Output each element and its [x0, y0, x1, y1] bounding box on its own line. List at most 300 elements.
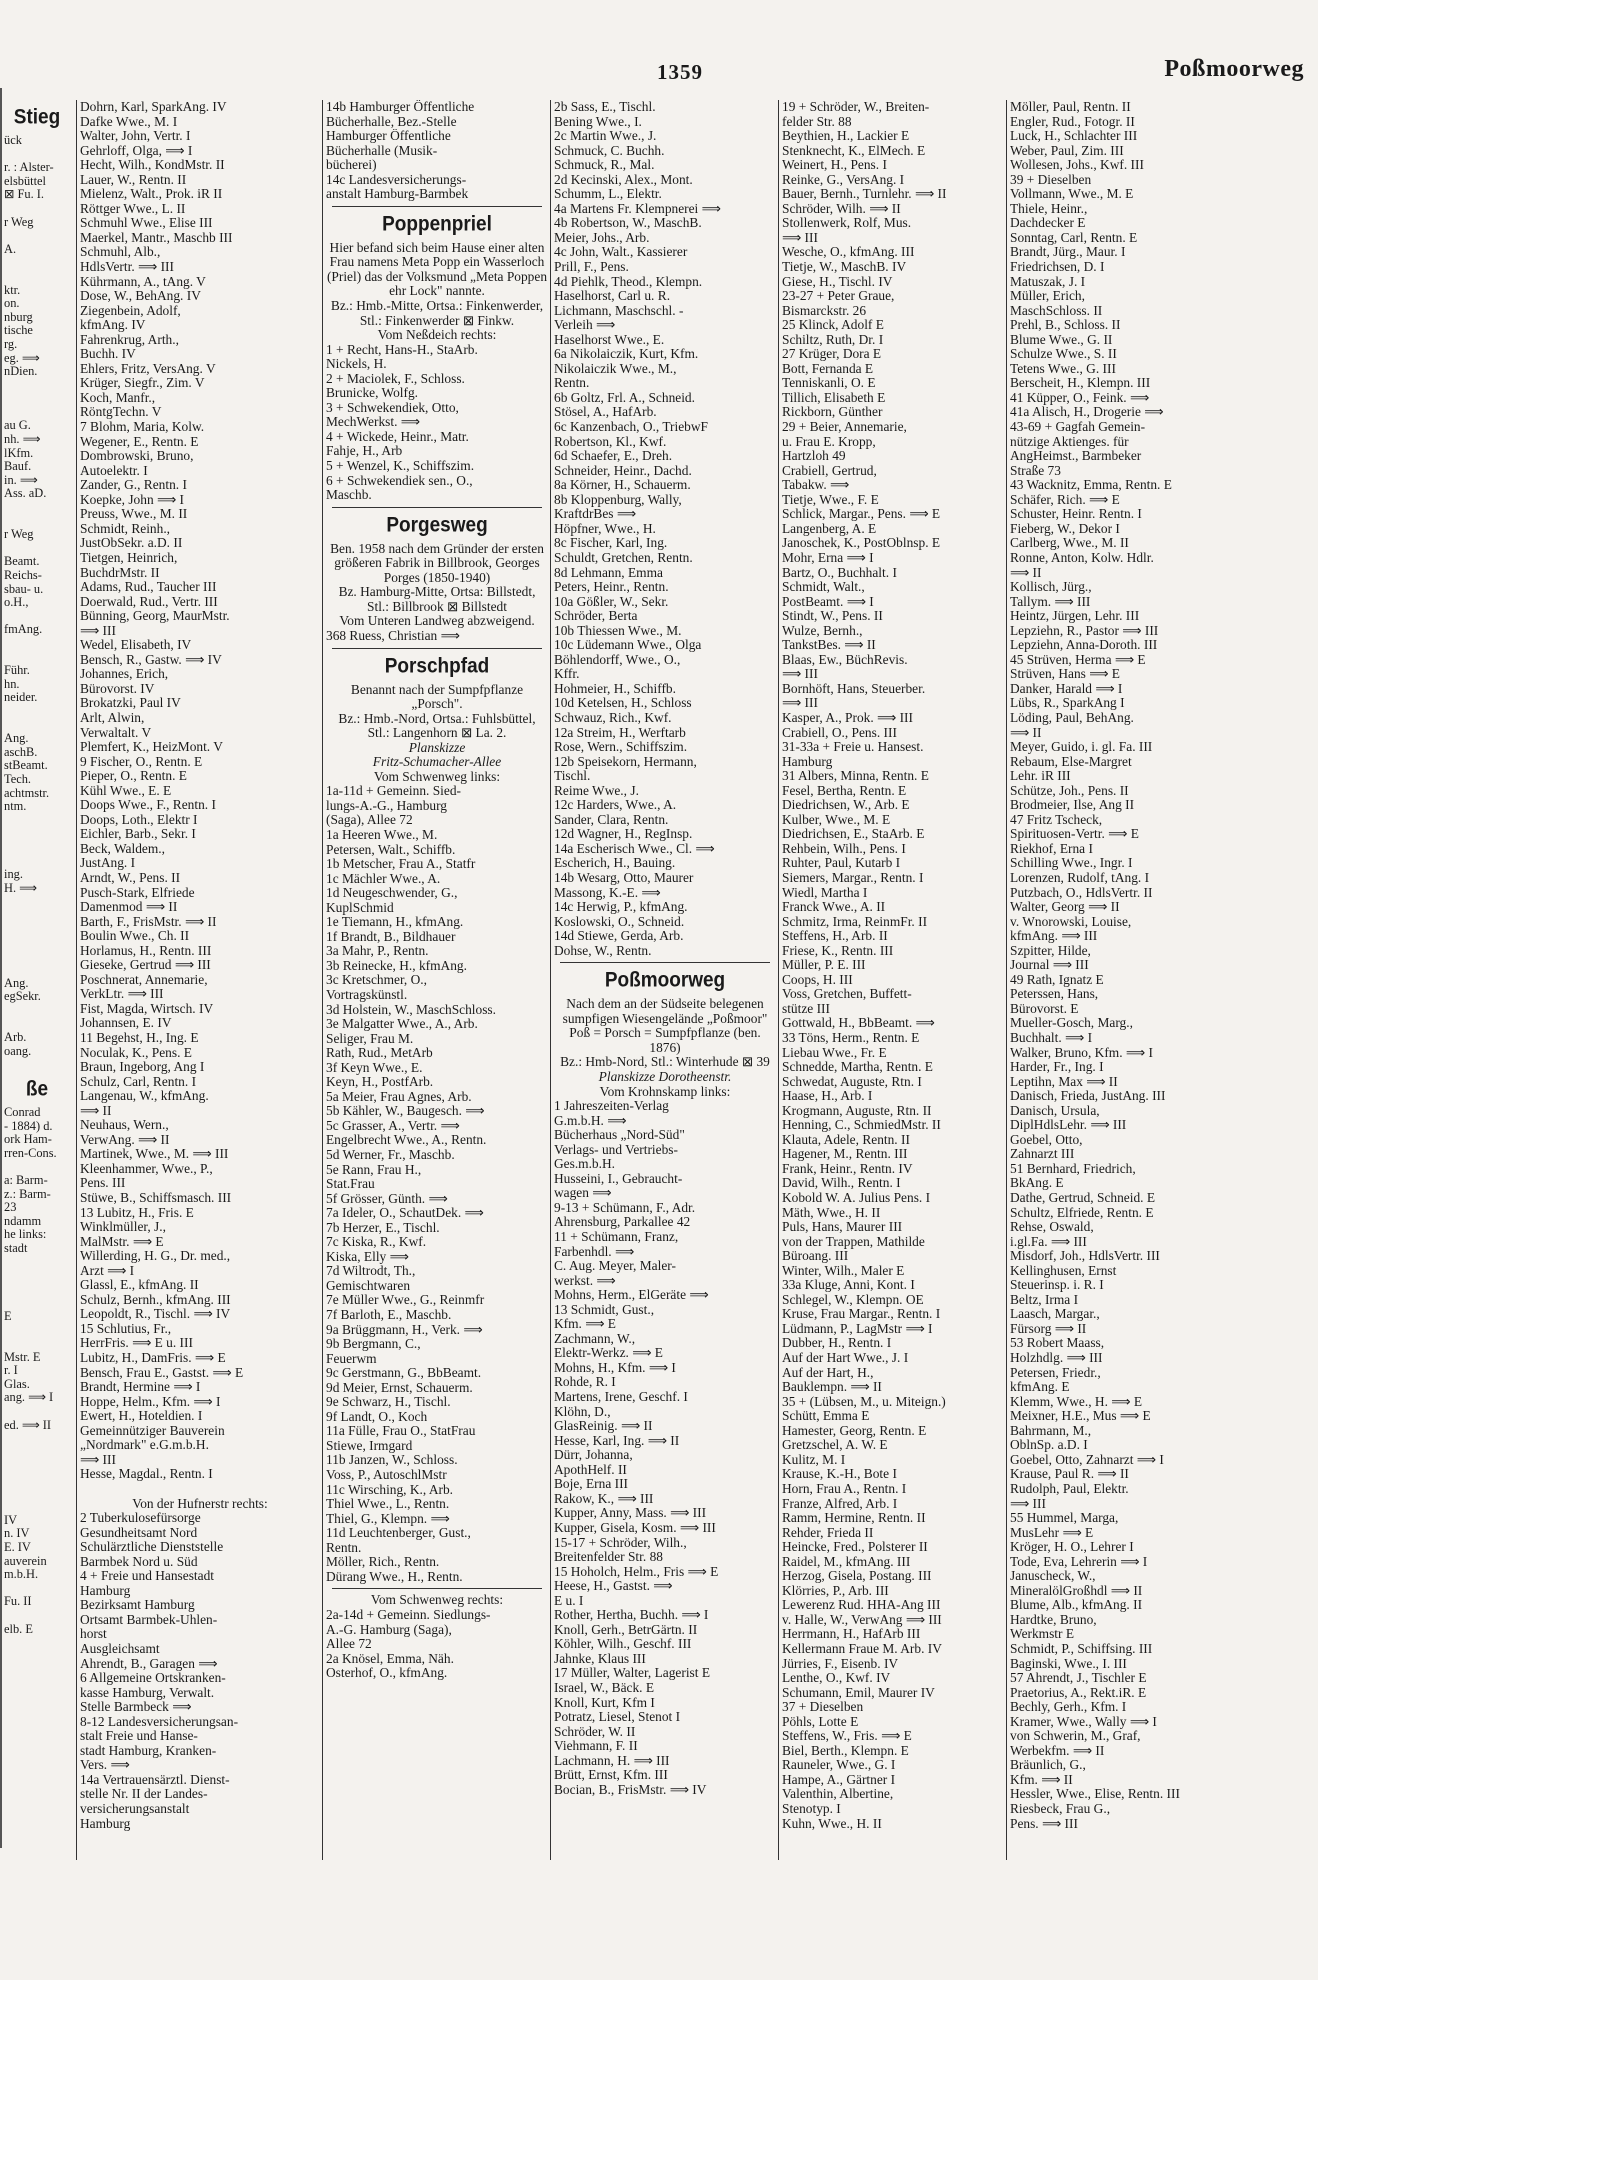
resident-entry: Stenknecht, K., ElMech. E [782, 143, 926, 158]
resident-entry: - 1884) d. [4, 1119, 53, 1133]
resident-entry: Hesse, Magdal., Rentn. I [80, 1467, 213, 1482]
resident-entry: sbau- u. [4, 582, 44, 596]
resident-entry: 8a Körner, H., Schauerm. [554, 478, 691, 493]
resident-entry: Beltz, Irma I [1010, 1292, 1079, 1307]
resident-entry: Hardtke, Bruno, [1010, 1612, 1097, 1627]
resident-entry: Bornhöft, Hans, Steuerber. [782, 681, 926, 696]
resident-entry: Böhlendorff, Wwe., O., [554, 652, 681, 667]
blank-line [4, 1296, 70, 1310]
street-subnote: Fritz-Schumacher-Allee [372, 754, 502, 770]
resident-entry: Langenberg, A. E [782, 521, 877, 536]
resident-entry: Crabiell, O., Pens. III [782, 725, 897, 740]
resident-entry: Wollesen, Johs., Kwf. III [1010, 158, 1144, 173]
resident-entry: Möller, Rich., Rentn. [326, 1555, 440, 1570]
resident-entry: Bott, Fernanda E [782, 361, 874, 376]
resident-entry: Beck, Waldem., [80, 841, 165, 856]
resident-entry: ⟹ III [782, 230, 818, 245]
resident-entry: Tetens Wwe., G. III [1010, 361, 1116, 376]
resident-entry: Verlags- und Vertriebs- [554, 1142, 678, 1157]
resident-entry: 12d Wagner, H., RegInsp. [554, 827, 693, 842]
resident-entry: Allee 72 [326, 1637, 372, 1652]
direction-note: Von der Hufnerstr rechts: [132, 1496, 268, 1511]
resident-entry: Bräunlich, G., [1010, 1758, 1086, 1773]
resident-entry: Friedrichsen, D. I [1010, 260, 1105, 275]
street-description: Bz.: Hmb-Nord, Stl.: Winterhude ⊠ 39 [560, 1054, 770, 1070]
resident-entry: ⟹ III [1010, 1496, 1046, 1511]
resident-entry: 4c John, Walt., Kassierer [554, 245, 688, 260]
resident-entry: Blume Wwe., G. II [1010, 332, 1113, 347]
resident-entry: Knoll, Kurt, Kfm I [554, 1695, 655, 1710]
resident-entry: Husseini, I., Gebraucht- [554, 1171, 683, 1186]
resident-entry: Langenau, W., kfmAng. [80, 1089, 209, 1104]
resident-entry: A. [4, 242, 17, 256]
resident-entry: MusLehr ⟹ E [1010, 1525, 1094, 1540]
resident-entry: 14d Stiewe, Gerda, Arb. [554, 929, 684, 944]
resident-entry: 4 + Freie und Hansestadt [80, 1569, 214, 1584]
resident-entry: von Schwerin, M., Graf, [1010, 1729, 1141, 1744]
resident-entry: aschB. [4, 745, 38, 759]
resident-entry: JustObSekr. a.D. II [80, 536, 183, 551]
resident-entry: Boulin Wwe., Ch. II [80, 929, 190, 944]
resident-entry: Reinke, G., VersAng. I [782, 172, 905, 187]
resident-entry: Vortragskünstl. [326, 987, 408, 1002]
resident-entry: ⟹ II [80, 1103, 112, 1118]
resident-entry: Dürr, Johanna, [554, 1448, 633, 1463]
resident-entry: 2d Kecinski, Alex., Mont. [554, 172, 693, 187]
resident-entry: Prill, F., Pens. [554, 260, 629, 275]
resident-entry: Lewerenz Rud. HHA-Ang III [782, 1598, 941, 1613]
resident-entry: Liebau Wwe., Fr. E [782, 1045, 887, 1060]
resident-entry: u. Frau E. Kropp, [782, 434, 876, 449]
resident-entry: Fahrenkrug, Arth., [80, 332, 179, 347]
resident-entry: Ang. [4, 976, 29, 990]
resident-entry: Schmidt, P., Schiffsing. III [1010, 1641, 1153, 1656]
resident-entry: 23 [4, 1201, 17, 1215]
direction-note: Vom Neßdeich rechts: [377, 328, 497, 343]
section-divider [332, 648, 542, 649]
blank-line [4, 202, 70, 216]
resident-entry: Kulitz, M. I [782, 1452, 846, 1467]
resident-entry: 5f Grösser, Günth. ⟹ [326, 1191, 448, 1206]
blank-line [80, 1482, 320, 1497]
resident-entry: Tallym. ⟹ III [1010, 594, 1091, 609]
resident-entry: a: Barm- [4, 1173, 48, 1187]
resident-entry: Tode, Eva, Lehrerin ⟹ I [1010, 1554, 1148, 1569]
resident-entry: 11 + Schümann, Franz, [554, 1230, 679, 1245]
resident-entry: Schröder, Berta [554, 609, 638, 624]
street-heading: Poppenpriel [382, 212, 492, 236]
resident-entry: Pusch-Stark, Elfriede [80, 885, 195, 900]
resident-entry: 12a Streim, H., Werftarb [554, 725, 686, 740]
resident-entry: E. IV [4, 1540, 31, 1554]
resident-entry: Viehmann, F. II [554, 1739, 638, 1754]
resident-entry: Schuster, Heinr. Rentn. I [1010, 507, 1142, 522]
resident-entry: ork Ham- [4, 1133, 52, 1147]
resident-entry: GlasReinig. ⟹ II [554, 1419, 653, 1434]
resident-entry: m.b.H. [4, 1568, 39, 1582]
resident-entry: Stenotyp. I [782, 1801, 841, 1816]
resident-entry: on. [4, 297, 20, 311]
resident-entry: Kobold W. A. Julius Pens. I [782, 1191, 931, 1206]
resident-entry: Schulz, Carl, Rentn. I [80, 1074, 197, 1089]
resident-entry: Bensch, R., Gastw. ⟹ IV [80, 652, 222, 667]
resident-entry: Schuldt, Gretchen, Rentn. [554, 550, 693, 565]
resident-entry: Bücherhalle (Musik- [326, 143, 438, 158]
resident-entry: Lauer, W., Rentn. II [80, 172, 187, 187]
resident-entry: Zander, G., Rentn. I [80, 478, 187, 493]
resident-entry: Winter, Wilh., Maler E [782, 1263, 905, 1278]
resident-entry: stBeamt. [4, 759, 48, 773]
resident-entry: Schlick, Margar., Pens. ⟹ E [782, 507, 941, 522]
resident-entry: 33a Kluge, Anni, Kont. I [782, 1278, 915, 1293]
resident-entry: 13 Schmidt, Gust., [554, 1302, 655, 1317]
resident-entry: Ges.m.b.H. [554, 1157, 615, 1172]
resident-entry: Mohr, Erna ⟹ I [782, 550, 874, 565]
street-description: Hier befand sich beim Hause einer alten Frau namens Meta Popp ein Wasserloch (Priel) das der Volksmund „Meta Poppen ehr Lock" nannte. [326, 239, 548, 299]
resident-entry: von der Trappen, Mathilde [782, 1234, 925, 1249]
resident-entry: Brandt, Hermine ⟹ I [80, 1380, 201, 1395]
resident-entry: HerrFris. ⟹ E u. III [80, 1336, 193, 1351]
resident-entry: Rentn. [554, 376, 590, 391]
running-head: Poßmoorweg [1164, 56, 1304, 82]
resident-entry: MechWerkst. ⟹ [326, 415, 420, 430]
resident-entry: Frank, Heinr., Rentn. IV [782, 1161, 913, 1176]
resident-entry: 55 Hummel, Marga, [1010, 1511, 1119, 1526]
blank-line [4, 392, 70, 406]
resident-entry: Stüwe, B., Schiffsmasch. III [80, 1191, 232, 1206]
resident-entry: 57 Ahrendt, J., Tischler E [1010, 1671, 1147, 1686]
resident-entry: Farbenhdl. ⟹ [554, 1244, 635, 1259]
resident-entry: Schäfer, Rich. ⟹ E [1010, 492, 1120, 507]
resident-entry: Potratz, Liesel, Stenot I [554, 1710, 681, 1725]
resident-entry: Fesel, Bertha, Rentn. E [782, 783, 907, 798]
resident-entry: Tillich, Elisabeth E [782, 390, 886, 405]
blank-line [4, 1609, 70, 1623]
resident-entry: Schmidt, Walt., [782, 580, 865, 595]
resident-entry: stadt Hamburg, Kranken- [80, 1743, 217, 1758]
blank-line [4, 963, 70, 977]
resident-entry: Koslowski, O., Schneid. [554, 914, 685, 929]
resident-entry: 37 + Dieselben [782, 1700, 864, 1715]
resident-entry: Luck, H., Schlachter III [1010, 129, 1138, 144]
resident-entry: Danisch, Frieda, JustAng. III [1010, 1089, 1166, 1104]
resident-entry: 9d Meier, Ernst, Schauerm. [326, 1380, 473, 1395]
resident-entry: Goebel, Otto, [1010, 1132, 1083, 1147]
resident-entry: Kollisch, Jürg., [1010, 580, 1092, 595]
resident-entry: Lüdmann, P., LagMstr ⟹ I [782, 1321, 933, 1336]
resident-entry: Pens. III [80, 1176, 126, 1191]
resident-entry: Arb. [4, 1031, 27, 1045]
resident-entry: Glassl, E., kfmAng. II [80, 1278, 199, 1293]
resident-entry: Ortsamt Barmbek-Uhlen- [80, 1612, 218, 1627]
resident-entry: Blume, Alb., kfmAng. II [1010, 1598, 1143, 1613]
resident-entry: Kfm. ⟹ E [554, 1317, 616, 1332]
resident-entry: 7d Wiltrodt, Th., [326, 1264, 416, 1279]
blank-line [4, 1446, 70, 1460]
resident-entry: Nikolaiczik Wwe., M., [554, 361, 677, 376]
resident-entry: Petersen, Walt., Schiffb. [326, 842, 456, 857]
scan-margin-bottom [0, 1980, 1600, 2177]
resident-entry: Führ. [4, 664, 30, 678]
resident-entry: 12c Harders, Wwe., A. [554, 798, 677, 813]
resident-entry: Schwedat, Auguste, Rtn. I [782, 1074, 922, 1089]
resident-entry: Damenmod ⟹ II [80, 900, 178, 915]
blank-line [4, 515, 70, 529]
resident-entry: wagen ⟹ [554, 1186, 612, 1201]
resident-entry: Rohde, R. I [554, 1375, 616, 1390]
resident-entry: Ronne, Anton, Kolw. Hdlr. [1010, 550, 1154, 565]
blank-line [4, 1269, 70, 1283]
resident-entry: 6d Schaefer, E., Dreh. [554, 449, 673, 464]
resident-entry: Journal ⟹ III [1010, 958, 1089, 973]
resident-entry: Tietje, Wwe., F. E [782, 492, 879, 507]
resident-entry: rg. [4, 337, 18, 351]
resident-entry: Dose, W., BehAng. IV [80, 289, 201, 304]
resident-entry: KuplSchmid [326, 900, 394, 915]
resident-entry: horst [80, 1627, 107, 1642]
resident-entry: Hamburg [782, 754, 833, 769]
resident-entry: 9b Bergmann, C., [326, 1337, 421, 1352]
blank-line [4, 909, 70, 923]
resident-entry: Herzog, Gisela, Postang. III [782, 1569, 932, 1584]
blank-line [4, 922, 70, 936]
resident-entry: Beamt. [4, 555, 40, 569]
resident-entry: Diedrichsen, W., Arb. E [782, 798, 910, 813]
resident-entry: Lichmann, Maschschl. - [554, 303, 684, 318]
resident-entry: Wiedl, Martha I [782, 885, 868, 900]
column-1 [80, 100, 320, 1860]
resident-entry: Rath, Rud., MetArb [326, 1046, 433, 1061]
resident-entry: Januscheck, W., [1010, 1569, 1096, 1584]
resident-entry: in. ⟹ [4, 473, 38, 487]
resident-entry: Jahnke, Klaus III [554, 1651, 646, 1666]
resident-entry: Krause, Paul R. ⟹ II [1010, 1467, 1129, 1482]
resident-entry: Beythien, H., Lackier E [782, 129, 910, 144]
resident-entry: Rebaum, Else-Margret [1010, 754, 1132, 769]
resident-entry: BkAng. E [1010, 1176, 1064, 1191]
resident-entry: Büroang. III [782, 1249, 849, 1264]
resident-entry: Bezirksamt Hamburg [80, 1598, 195, 1613]
resident-entry: Hecht, Wilh., KondMstr. II [80, 158, 225, 173]
resident-entry: Kühl Wwe., E. E [80, 783, 172, 798]
resident-entry: Rauneler, Wwe., G. I [782, 1758, 896, 1773]
resident-entry: Brokatzki, Paul IV [80, 696, 181, 711]
resident-entry: Müller, P. E. III [782, 958, 866, 973]
resident-entry: Weinert, H., Pens. I [782, 158, 887, 173]
blank-line [4, 719, 70, 733]
blank-line [4, 1323, 70, 1337]
resident-entry: Laasch, Margar., [1010, 1307, 1100, 1322]
column-rule [1006, 100, 1007, 1860]
resident-entry: Schmidt, Reinh., [80, 521, 171, 536]
resident-entry: Schumann, Emil, Maurer IV [782, 1685, 935, 1700]
resident-entry: Schröder, W. II [554, 1724, 636, 1739]
resident-entry: 11a Fülle, Frau O., StatFrau [326, 1424, 476, 1439]
resident-entry: Schulze Wwe., S. II [1010, 347, 1117, 362]
resident-entry: Krüger, Siegfr., Zim. V [80, 376, 205, 391]
street-description: Ben. 1958 nach dem Gründer der ersten größeren Fabrik in Billbrook, Georges Porges (1850-1940) [330, 540, 544, 585]
resident-entry: Kuhn, Wwe., H. II [782, 1816, 882, 1831]
resident-entry: 1e Tiemann, H., kfmAng. [326, 915, 464, 930]
resident-entry: Meyer, Guido, i. gl. Fa. III [1010, 740, 1153, 755]
resident-entry: Schütze, Joh., Pens. II [1010, 783, 1129, 798]
resident-entry: 8d Lehmann, Emma [554, 565, 663, 580]
resident-entry: Ahrendt, B., Garagen ⟹ [80, 1656, 218, 1671]
resident-entry: Robertson, Kl., Kwf. [554, 434, 667, 449]
blank-line [4, 229, 70, 243]
resident-entry: fmAng. [4, 623, 43, 637]
resident-entry: Hamburg [80, 1816, 131, 1831]
resident-entry: 2 + Maciolek, F., Schloss. [326, 371, 465, 386]
resident-entry: Franck Wwe., A. II [782, 900, 886, 915]
column-rule [550, 100, 551, 1860]
resident-entry: Meier, Johs., Arb. [554, 230, 650, 245]
resident-entry: Meixner, H.E., Mus ⟹ E [1010, 1409, 1151, 1424]
resident-entry: Voss, P., AutoschlMstr [326, 1468, 447, 1483]
resident-entry: 1 + Recht, Hans-H., StaArb. [326, 342, 478, 357]
resident-entry: Reichs- [4, 569, 42, 582]
resident-entry: AngHeimst., Barmbeker [1010, 449, 1142, 464]
resident-entry: 53 Robert Maass, [1010, 1336, 1105, 1351]
resident-entry: Praetorius, A., Rekt.iR. E [1010, 1685, 1147, 1700]
resident-entry: oang. [4, 1044, 32, 1058]
resident-entry: Jürries, F., Eisenb. IV [782, 1656, 899, 1671]
resident-entry: Buchh. IV [80, 347, 136, 362]
resident-entry: Fürsorg ⟹ II [1010, 1321, 1087, 1336]
resident-entry: Doops, Loth., Elektr I [80, 812, 198, 827]
resident-entry: Stat.Frau [326, 1177, 375, 1192]
blank-line [4, 270, 70, 284]
blank-line [4, 501, 70, 515]
resident-entry: 9f Landt, O., Koch [326, 1409, 428, 1424]
resident-entry: Lachmann, H. ⟹ III [554, 1753, 670, 1768]
resident-entry: Dubber, H., Rentn. I [782, 1336, 892, 1351]
resident-entry: Klöhn, D., [554, 1404, 611, 1419]
resident-entry: Engelbrecht Wwe., A., Rentn. [326, 1133, 487, 1148]
resident-entry: Seliger, Frau M. [326, 1031, 414, 1046]
resident-entry: ⟹ II [1010, 725, 1042, 740]
resident-entry: 7 Blohm, Maria, Kolw. [80, 420, 205, 435]
resident-entry: Hartzloh 49 [782, 449, 846, 464]
blank-line [4, 256, 70, 270]
resident-entry: 3d Holstein, W., MaschSchloss. [326, 1002, 496, 1017]
resident-entry: Ewert, H., Hoteldien. I [80, 1409, 203, 1424]
resident-entry: 1a-11d + Gemeinn. Sied- [326, 784, 461, 799]
column-2 [326, 100, 548, 1860]
street-description: Vom Unteren Landweg abzweigend. [339, 613, 535, 629]
resident-entry: Vollmann, Wwe., M. E [1010, 187, 1134, 202]
blank-line [4, 841, 70, 855]
resident-entry: lungs-A.-G., Hamburg [326, 798, 447, 813]
resident-entry: 49 Rath, Ignatz E [1010, 972, 1104, 987]
resident-entry: Baginski, Wwe., I. III [1010, 1656, 1127, 1671]
resident-entry: Valenthin, Albertine, [782, 1787, 894, 1802]
resident-entry: Nickels, H. [326, 357, 387, 372]
resident-entry: Schütt, Emma E [782, 1409, 870, 1424]
street-heading: Stieg [13, 105, 61, 129]
resident-entry: Bürovorst. E [1010, 1001, 1079, 1016]
resident-entry: Lepziehn, R., Pastor ⟹ III [1010, 623, 1159, 638]
resident-entry: Schultz, Elfriede, Rentn. E [1010, 1205, 1154, 1220]
resident-entry: Schulärztliche Dienststelle [80, 1540, 224, 1555]
resident-entry: Steuerinsp. i. R. I [1010, 1278, 1104, 1293]
resident-entry: Kupper, Gisela, Kosm. ⟹ III [554, 1520, 716, 1535]
resident-entry: Hampe, A., Gärtner I [782, 1772, 896, 1787]
resident-entry: Osterhof, O., kfmAng. [326, 1666, 448, 1681]
resident-entry: Szpitter, Hilde, [1010, 943, 1091, 958]
resident-entry: Bücherhaus „Nord-Süd" [554, 1128, 685, 1143]
resident-entry: David, Wilh., Rentn. I [782, 1176, 901, 1191]
resident-entry: Verwaltalt. V [80, 725, 152, 740]
resident-entry: ⟹ III [80, 623, 116, 638]
resident-entry: stelle Nr. II der Landes- [80, 1787, 208, 1802]
resident-entry: Röttger Wwe., L. II [80, 201, 186, 216]
resident-entry: kfmAng. ⟹ III [1010, 929, 1098, 944]
resident-entry: 4 + Wickede, Heinr., Matr. [326, 429, 469, 444]
resident-entry: Zachmann, W., [554, 1331, 636, 1346]
resident-entry: MalMstr. ⟹ E [80, 1234, 164, 1249]
resident-entry: Tenniskanli, O. E [782, 376, 876, 391]
resident-entry: Bocian, B., FrisMstr. ⟹ IV [554, 1782, 707, 1797]
resident-entry: Hamester, Georg, Rentn. E [782, 1423, 927, 1438]
resident-entry: 39 + Dieselben [1010, 172, 1092, 187]
direction-note: Vom Schwenweg links: [373, 769, 501, 784]
resident-entry: ing. [4, 868, 23, 882]
resident-entry: Wedel, Elisabeth, IV [80, 638, 192, 653]
resident-entry: Tabakw. ⟹ [782, 478, 850, 493]
resident-entry: Krause, K.-H., Bote I [782, 1467, 897, 1482]
resident-entry: Hoppe, Helm., Kfm. ⟹ I [80, 1394, 221, 1409]
blank-line [4, 1058, 70, 1072]
resident-entry: BuchdrMstr. II [80, 565, 160, 580]
resident-entry: Knoll, Gerh., BetrGärtn. II [554, 1622, 698, 1637]
resident-entry: 31-33a + Freie u. Hansest. [782, 740, 924, 755]
blank-line [4, 705, 70, 719]
resident-entry: Lubitz, H., DamFris. ⟹ E [80, 1351, 226, 1366]
resident-entry: Lepziehn, Anna-Doroth. III [1010, 638, 1158, 653]
resident-entry: Bensch, Frau E., Gastst. ⟹ E [80, 1365, 244, 1380]
resident-entry: 9c Gerstmann, G., BbBeamt. [326, 1366, 482, 1381]
resident-entry: kfmAng. IV [80, 318, 146, 333]
resident-entry: 1d Neugeschwender, G., [326, 886, 458, 901]
resident-entry: Dachdecker E [1010, 216, 1086, 231]
resident-entry: Kellermann Fraue M. Arb. IV [782, 1641, 942, 1656]
resident-entry: 6b Goltz, Frl. A., Schneid. [554, 390, 695, 405]
resident-entry: Kupper, Anny, Mass. ⟹ III [554, 1506, 707, 1521]
resident-entry: elb. E [4, 1622, 33, 1636]
resident-entry: Bening Wwe., I. [554, 114, 642, 129]
blank-line [4, 854, 70, 868]
resident-entry: Braun, Ingeborg, Ang I [80, 1060, 205, 1075]
resident-entry: Ass. aD. [4, 487, 47, 501]
resident-entry: Tietje, W., MaschB. IV [782, 260, 907, 275]
resident-entry: Lorenzen, Rudolf, tAng. I [1010, 870, 1150, 885]
resident-entry: 43-69 + Gagfah Gemein- [1010, 420, 1146, 435]
resident-entry: Siemers, Margar., Rentn. I [782, 870, 924, 885]
resident-entry: Kasper, A., Prok. ⟹ III [782, 710, 913, 725]
resident-entry: ang. ⟹ I [4, 1391, 54, 1405]
resident-entry: 6a Nikolaiczik, Kurt, Kfm. [554, 347, 699, 362]
street-heading: Poßmoorweg [604, 969, 726, 993]
resident-entry: Matuszak, J. I [1010, 274, 1086, 289]
resident-entry: Fist, Magda, Wirtsch. IV [80, 1001, 214, 1016]
resident-entry: Riekhof, Erna I [1010, 841, 1093, 856]
resident-entry: Friese, K., Rentn. III [782, 943, 894, 958]
blank-line [4, 637, 70, 651]
section-divider [332, 507, 542, 508]
resident-entry: Bauer, Bernh., Turnlehr. ⟹ II [782, 187, 947, 202]
resident-entry: Schneider, Heinr., Dachd. [554, 463, 692, 478]
